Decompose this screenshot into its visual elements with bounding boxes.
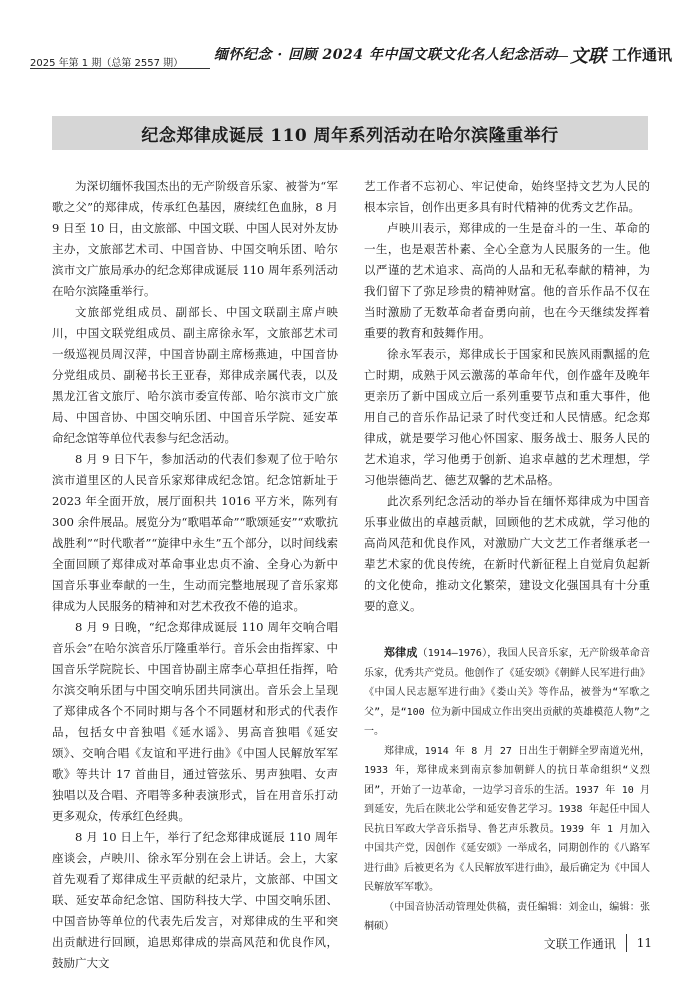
page-footer — [544, 934, 652, 952]
bio-lead-text: （1914—1976），我国人民音乐家，无产阶级革命音乐家，优秀共产党员。他创作了《延安颂》《朝鲜人民军进行曲》《中国人民志愿军进行曲》《娄山关》等作品，被誉为“军歌之父”，是“100 位为新中国成立作出突出贡献的英雄模范人物”之一。 — [364, 648, 650, 737]
paragraph: 卢映川表示，郑律成的一生是奋斗的一生、革命的一生，也是艰苦朴素、全心全意为人民服务的一生。他以严谨的艺术追求、高尚的人品和无私奉献的精神，为我们留下了弥足珍贵的精神财富。他的音乐作品不仅在当时激励了无数革命者奋勇向前，也在今天继续发挥着重要的教育和鼓舞作用。 — [364, 221, 650, 340]
paragraph: 8 月 10 日上午，举行了纪念郑律成诞辰 110 周年座谈会，卢映川、徐永军分别在会上讲话。会上，大家首先观看了郑律成生平贡献的纪录片，文旅部、中国文联、延安革命纪念馆、国防科技大学、中国交响乐团、中国音协等单位的代表先后发言，对郑律成的生平和突出贡献进行回顾，追思郑律成的崇高风范和优良作风，鼓励广大文 — [52, 830, 338, 970]
paragraph: 文旅部党组成员、副部长、中国文联副主席卢映川，中国文联党组成员、副主席徐永军，文旅部艺术司一级巡视员周汉萍，中国音协副主席杨燕迪，中国音协分党组成员、副秘书长王亚春，郑律成亲属代表，以及黑龙江省文旅厅、哈尔滨市委宣传部、哈尔滨市文广旅局、中国音协、中国交响乐团、中国音乐学院、延安革命纪念馆等单位代表参与纪念活动。 — [52, 305, 338, 445]
header-dash — [554, 56, 568, 57]
page-number: 11 — [636, 936, 652, 950]
footer-publication: 文联工作通讯 — [543, 936, 616, 951]
right-column — [364, 176, 650, 937]
bio-name: 郑律成 — [384, 646, 418, 659]
paragraph: 此次系列纪念活动的举办旨在缅怀郑律成为中国音乐事业做出的卓越贡献，回顾他的艺术成就，学习他的高尚风范和优良作风，对激励广大文艺工作者继承老一辈艺术家的优良传统，在新时代新征程上自觉肩负起新的文化使命，推动文化繁荣，建设文化强国具有十分重要的意义。 — [364, 494, 650, 613]
footer-divider — [626, 934, 627, 952]
paragraph: 艺工作者不忘初心、牢记使命，始终坚持文艺为人民的根本宗旨，创作出更多具有时代精神的优秀文艺作品。 — [364, 179, 650, 214]
article-title: 纪念郑律成诞辰 110 周年系列活动在哈尔滨隆重举行 — [141, 125, 559, 146]
brand-name: 工作通讯 — [612, 46, 673, 64]
issue-number: 2025 年第 1 期（总第 2557 期） — [30, 58, 184, 69]
biography-box — [364, 643, 650, 937]
page-header — [30, 46, 673, 70]
article-title-bar — [52, 116, 648, 150]
column-slogan: 缅怀纪念 · 回顾 2024 年中国文联文化名人纪念活动 — [214, 47, 558, 63]
paragraph: 8 月 9 日晚，“纪念郑律成诞辰 110 周年交响合唱音乐会”在哈尔滨音乐厅隆重举行。音乐会由指挥家、中国音乐学院院长、中国音协副主席李心草担任指挥，哈尔滨交响乐团与中国交响乐团共同演出。音乐会上呈现了郑律成各个不同时期与各个不同题材和形式的代表作品，包括女中音独唱《延水谣》、男高音独唱《延安颂》、交响合唱《友谊和平进行曲》《中国人民解放军军歌》等共计 17 首曲目，通过管弦乐、男声独唱、女声独唱以及合唱、齐唱等多种表演形式，旨在用音乐打动更多观众，传承红色经典。 — [52, 620, 338, 823]
bio-body: 郑律成，1914 年 8 月 27 日出生于朝鲜全罗南道光州，1933 年，郑律成来到南京参加朝鲜人的抗日革命组织“义烈团”，开始了一边革命，一边学习音乐的生活。1937 年 10 月到延安，先后在陕北公学和延安鲁艺学习。1938 年起任中国人民抗日军政大学音乐指导、鲁艺声乐教员。1939 年 1 月加入中国共产党，因创作《延安颂》一举成名，同期创作的《八路军进行曲》后被更名为《人民解放军进行曲》，最后确定为《中国人民解放军军歌》。 — [364, 745, 650, 893]
brand-logo: 文联 — [570, 46, 606, 67]
header-rule — [30, 68, 210, 69]
bio-credit: （中国音协活动管理处供稿，责任编辑：刘金山，编辑：张桐硕） — [364, 901, 650, 932]
paragraph: 徐永军表示，郑律成长于国家和民族风雨飘摇的危亡时期，成熟于风云激荡的革命年代，创作盛年及晚年更亲历了新中国成立后一系列重要节点和重大事件，他用自己的音乐作品记录了时代变迁和人民情感。纪念郑律成，就是要学习他心怀国家、服务战士、服务人民的艺术追求，学习他勇于创新、追求卓越的艺术理想，学习他崇德尚艺、德艺双馨的艺术品格。 — [364, 347, 650, 487]
bio-lead — [364, 643, 650, 742]
left-column — [52, 176, 338, 974]
paragraph: 8 月 9 日下午，参加活动的代表们参观了位于哈尔滨市道里区的人民音乐家郑律成纪念馆。纪念馆新址于 2023 年全面开放，展厅面积共 1016 平方米，陈列有 300 余件展品。展览分为“歌唱革命”“歌颂延安”“欢歌抗战胜利”“时代歌者”“旋律中永生”五个部分，以时间线索全面回顾了郑律成对革命事业忠贞不渝、全身心为新中国音乐事业奉献的一生，生动而完整地展现了音乐家郑律成为人民服务的精神和对艺术孜孜不倦的追求。 — [52, 452, 338, 613]
paragraph: 为深切缅怀我国杰出的无产阶级音乐家、被誉为“军歌之父”的郑律成，传承红色基因，赓续红色血脉，8 月 9 日至 10 日，由文旅部、中国文联、中国人民对外友协主办，文旅部艺术司、中国音协、中国交响乐团、哈尔滨市文广旅局承办的纪念郑律成诞辰 110 周年系列活动在哈尔滨隆重举行。 — [52, 179, 338, 298]
